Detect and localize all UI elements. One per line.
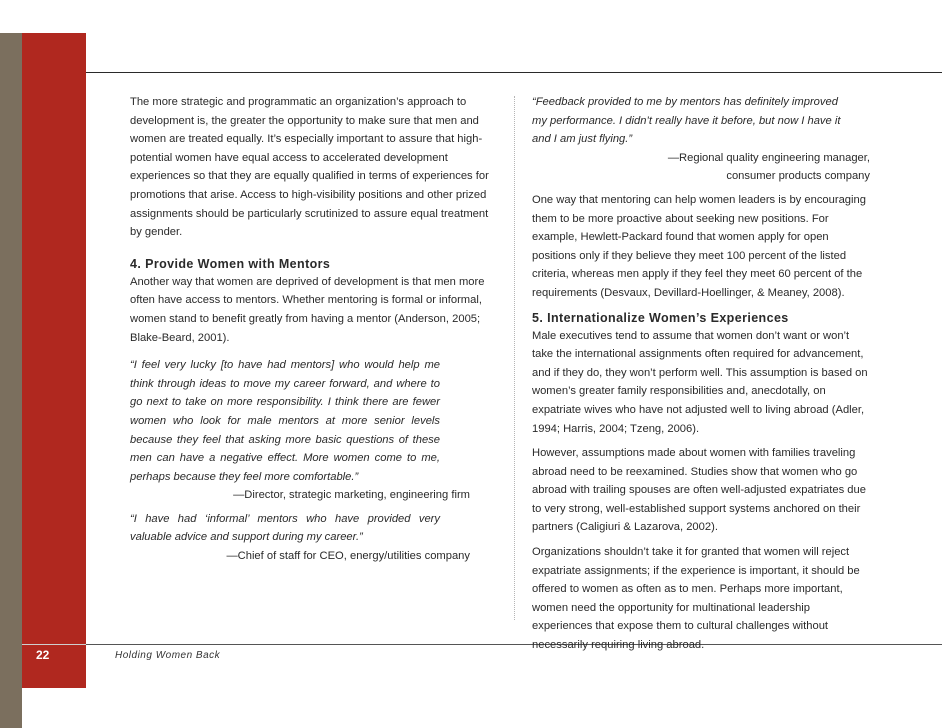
feedback-quote: “Feedback provided to me by mentors has definitely improved my performance. I didn’t really have it before, but now I have it and I am just flying.”	[532, 96, 841, 146]
organizations-paragraph: Organizations shouldn’t take it for granted that women will reject expatriate assignments; if the experience is important, it should be offered to women as often as to men. Perhaps more important, women need the opportunity for multinational leadership experiences that expose them to cultural challenges without necessarily requiring living abroad.	[532, 546, 860, 652]
feedback-quote-attribution-line2: consumer products company	[726, 170, 870, 183]
international-paragraph: Male executives tend to assume that women don’t want or won’t take the international assignments often required for advancement, and if they do, they won’t perform well. This assumption is based on women’s greater family responsibilities and, anecdotally, on expatriate wives who have not adjusted well to living abroad (Adler, 1994; Harris, 2004; Tzeng, 2006).	[532, 329, 868, 435]
quote-2-attribution: —Chief of staff for CEO, energy/utilities company	[226, 550, 470, 563]
feedback-quote-attribution-line1: —Regional quality engineering manager,	[667, 151, 870, 164]
section-5-heading: 5. Internationalize Women’s Experiences	[532, 310, 789, 325]
page-number: 22	[36, 648, 50, 662]
right-column	[532, 93, 872, 655]
reexamine-paragraph: However, assumptions made about women with families traveling abroad need to be reexamined. Studies show that women who go abroad with trailing spouses are often well-adjusted expatriates due to very strong, well-established support systems anchored on their partners (Caligiuri & Lazarova, 2002).	[532, 447, 866, 534]
column-divider	[514, 96, 515, 620]
quote-1-attribution: —Director, strategic marketing, engineering firm	[233, 489, 470, 502]
red-margin-band	[22, 33, 86, 688]
running-title: Holding Women Back	[115, 650, 221, 661]
mentor-quote-1: “I feel very lucky [to have had mentors] who would help me think through ideas to move my career forward, and where to go next to take on more responsibility. I think there are fewer women who look for male mentors at more senior levels because they feel that asking more basic questions of these men can have a negative effect. More women come to me, perhaps because they feel more comfortable.”	[130, 359, 440, 483]
mentors-paragraph: Another way that women are deprived of development is that men more often have access to mentors. Whether mentoring is formal or informal, women stand to benefit greatly from having a mentor (Anderson, 2005; Blake-Beard, 2001).	[130, 275, 485, 344]
proactive-paragraph: One way that mentoring can help women leaders is by encouraging them to be more proactive about seeking new positions. For example, Hewlett-Packard found that women apply for open positions only if they believe they meet 100 percent of the listed criteria, whereas men apply if they feel they meet 60 percent of the requirements (Desvaux, Devillard-Hoellinger, & Meaney, 2008).	[532, 193, 866, 299]
intro-paragraph: The more strategic and programmatic an organization’s approach to development is, the greater the opportunity to make sure that men and women are treated equally. It’s especially important to assure that high-potential women have equal access to accelerated development experiences so that they are equally qualified in terms of experiences for promotions that arise. Access to high-visibility positions and other prized assignments should be particularly scrutinized to assure equal treatment by gender.	[130, 96, 489, 239]
mentor-quote-2: “I have had ‘informal’ mentors who have provided very valuable advice and support during my career.”	[130, 512, 440, 544]
left-column	[130, 93, 494, 566]
section-4-heading: 4. Provide Women with Mentors	[130, 256, 331, 271]
top-rule	[86, 72, 942, 73]
left-edge-bar	[0, 33, 22, 728]
